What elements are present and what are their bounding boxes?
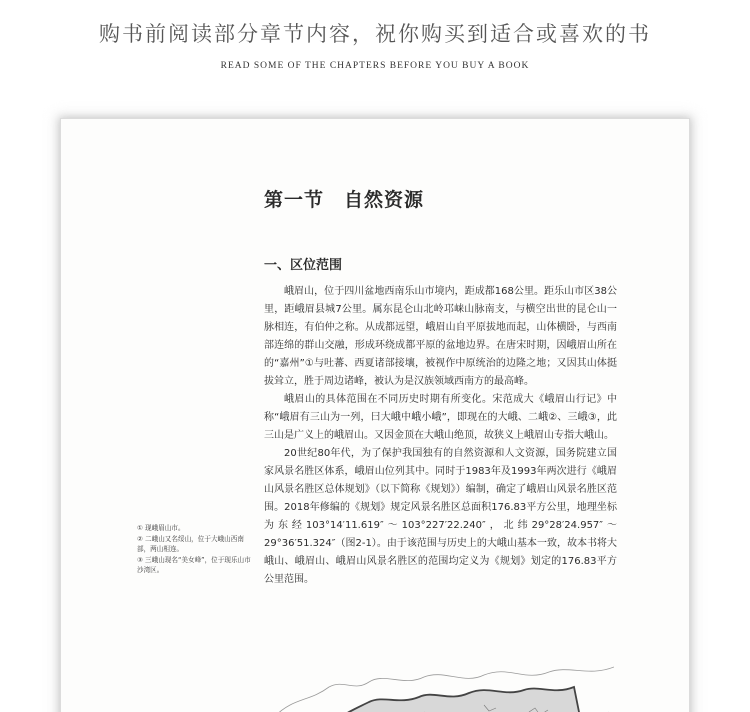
footnote: ① 现峨眉山市。 (137, 524, 185, 532)
banner-title: 购书前阅读部分章节内容，祝你购买到适合或喜欢的书 (99, 22, 651, 46)
section-title: 第一节 自然资源 (264, 189, 425, 211)
footnote: ③ 三峨山现名“美女峰”，位于现乐山市沙湾区。 (137, 556, 251, 574)
footnotes (137, 523, 252, 576)
map-figure (274, 657, 614, 712)
body-text (264, 283, 617, 589)
subsection-title: 一、区位范围 (264, 258, 343, 273)
paragraph: 20世纪80年代，为了保护我国独有的自然资源和人文资源，国务院建立国家风景名胜区体系，峨眉山位列其中。同时于1983年及1993年两次进行《峨眉山风景名胜区总体规划》（以下简称《规划》）编制，确定了峨眉山风景名胜区范围。2018年修编的《规划》规定风景名胜区总面积176.83平方公里，地理坐标为东经103°14′11.619″～103°227′22.240″，北纬29°28′24.957″～29°36′51.324″（图2-1）。由于该范围与历史上的大峨山基本一致，故本书将大峨山、峨眉山、峨眉山风景名胜区的范围均定义为《规划》划定的176.83平方公里范围。 (264, 448, 617, 585)
banner-subtitle: READ SOME OF THE CHAPTERS BEFORE YOU BUY A BOOK (220, 61, 530, 71)
footnote: ② 二峨山又名绥山，位于大峨山西南部，两山相连。 (137, 535, 244, 553)
book-page (60, 118, 690, 712)
paragraph: 峨眉山，位于四川盆地西南乐山市境内，距成都168公里。距乐山市区38公里，距峨眉县城7公里。属东昆仑山北岭邛崃山脉南支，与横空出世的昆仑山一脉相连，有伯仲之称。从成都远望，峨眉山自平原拔地而起，山体横卧，与西南部连绵的群山交融，形成环绕成都平原的盆地边界。在唐宋时期，因峨眉山所在的“嘉州”①与吐蕃、西夏诸部接壤，被视作中原统治的边隆之地；又因其山体挺拔耸立，胜于周边诸峰，被认为是汉族领域西南方的最高峰。 (264, 286, 617, 387)
paragraph: 峨眉山的具体范围在不同历史时期有所变化。宋范成大《峨眉山行记》中称“峨眉有三山为一列，曰大峨中峨小峨”，即现在的大峨、二峨②、三峨③，此三山是广义上的峨眉山。又因金顶在大峨山绝顶，故狭义上峨眉山专指大峨山。 (264, 394, 617, 441)
